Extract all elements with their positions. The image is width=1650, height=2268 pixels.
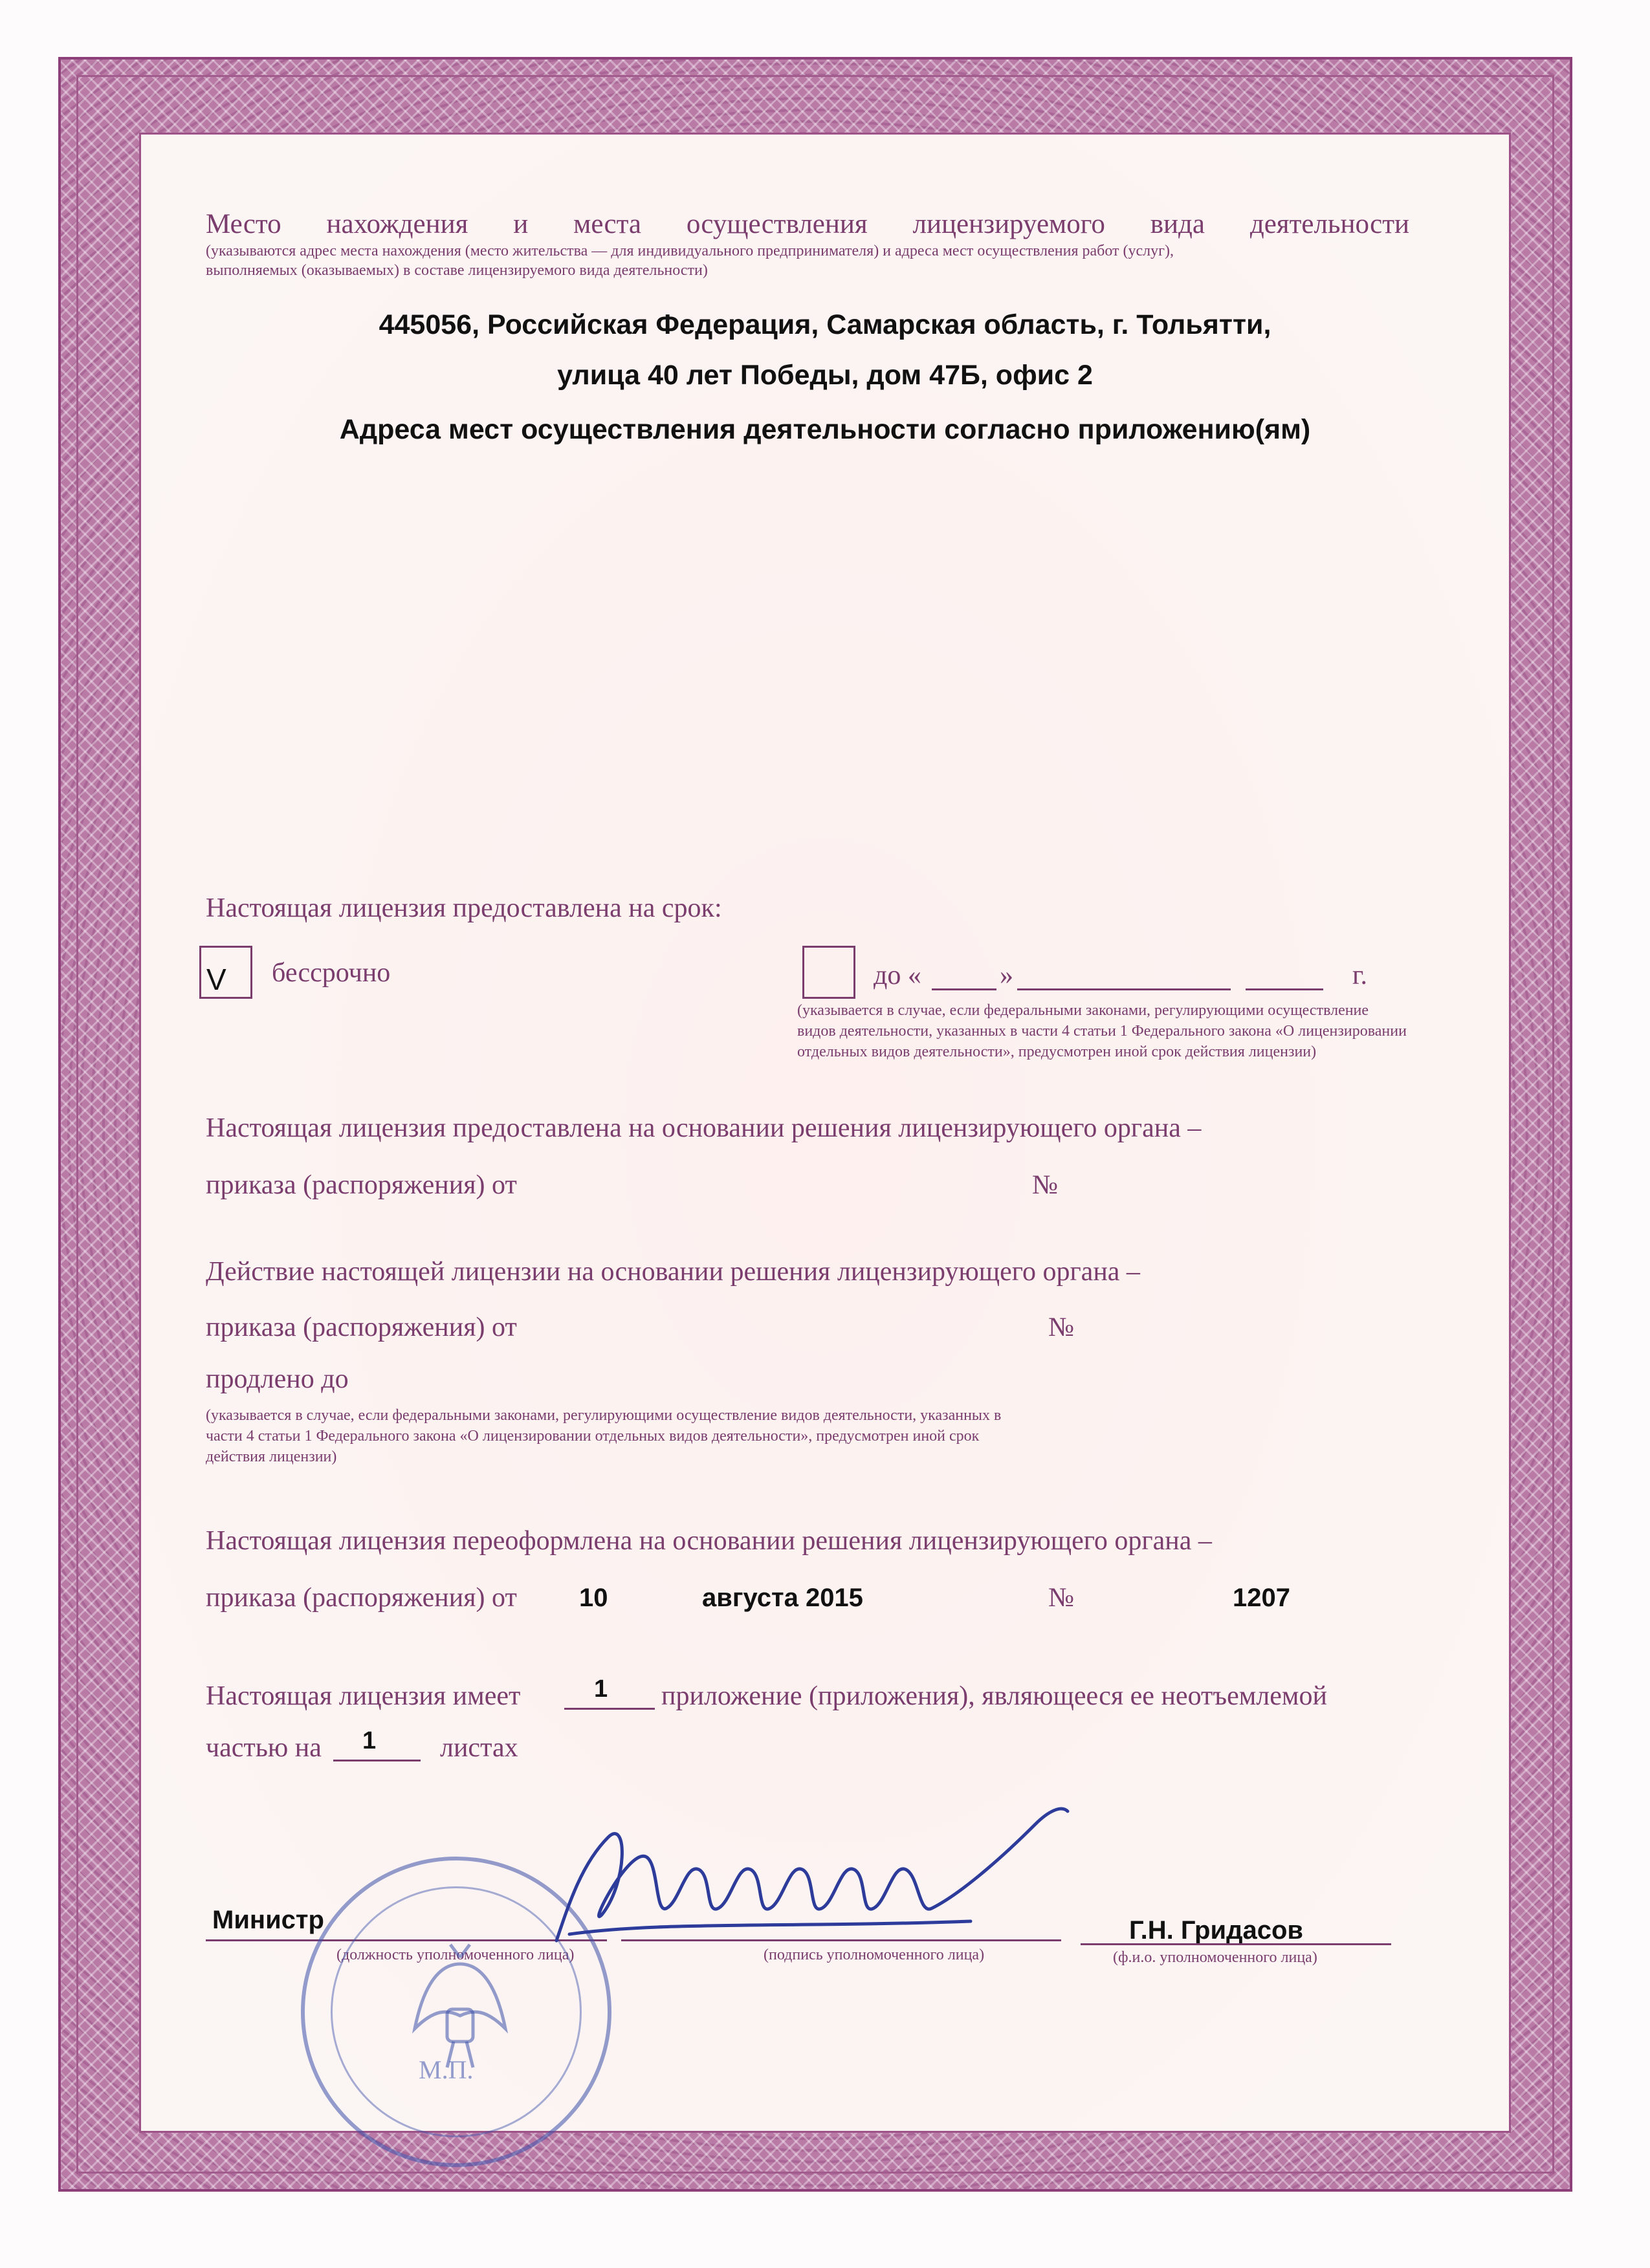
location-title: Место нахождения и места осуществления лицензируемого вида деятельности (206, 209, 1409, 239)
appendix-count-line (564, 1708, 655, 1710)
signature-scribble (531, 1785, 1113, 1954)
appendix-count: 1 (594, 1675, 608, 1703)
check-mark: V (206, 963, 226, 996)
position: Министр (212, 1906, 324, 1934)
until-suffix: г. (1352, 961, 1367, 990)
name-caption: (ф.и.о. уполномоченного лица) (1113, 1949, 1317, 1966)
position-caption: (должность уполномоченного лица) (336, 1946, 575, 1963)
reissue-order: приказа (распоряжения) от (206, 1583, 517, 1613)
extension-title: Действие настоящей лицензии на основании решения лицензирующего органа – (206, 1257, 1140, 1287)
until-prefix: до « (874, 961, 921, 990)
basis-order: приказа (распоряжения) от (206, 1170, 517, 1200)
until-note: (указывается в случае, если федеральными законами, регулирующими осуществление видов деятельности, указанных в части 4 статьи 1 Федерального закона «О лицензировании отдельных видов деятельности», предусмотрен иной срок действия лицензии) (797, 1002, 1407, 1060)
basis-title: Настоящая лицензия предоставлена на основании решения лицензирующего органа – (206, 1113, 1202, 1143)
until-day-line (932, 988, 996, 990)
until-checkbox (802, 946, 855, 999)
extension-note: (указывается в случае, если федеральными законами, регулирующими осуществление видов деятельности, указанных в части 4 статьи 1 Федерального закона «О лицензировании отдельных видов деятельности», предусмотрен иной срок действия лицензии) (206, 1407, 1002, 1465)
reissue-number-sign: № (1048, 1583, 1075, 1613)
address-line3: Адреса мест осуществления деятельности согласно приложению(ям) (339, 414, 1311, 445)
address-line2: улица 40 лет Победы, дом 47Б, офис 2 (557, 360, 1093, 391)
perpetual-label: бессрочно (272, 958, 391, 988)
extension-number-sign: № (1048, 1313, 1075, 1342)
reissue-number: 1207 (1233, 1584, 1290, 1612)
appendix-line1-prefix: Настоящая лицензия имеет (206, 1681, 521, 1711)
official-name: Г.Н. Гридасов (1129, 1916, 1303, 1945)
appendix-line2-prefix: частью на (206, 1733, 322, 1763)
until-month-line (1017, 988, 1231, 990)
signature-caption: (подпись уполномоченного лица) (764, 1946, 985, 1963)
until-mid: » (1000, 961, 1013, 990)
reissue-title: Настоящая лицензия переоформлена на основании решения лицензирующего органа – (206, 1526, 1212, 1556)
until-year-line (1246, 988, 1323, 990)
address-line1: 445056, Российская Федерация, Самарская область, г. Тольятти, (379, 309, 1271, 340)
extension-order: приказа (распоряжения) от (206, 1313, 517, 1342)
appendix-sheets-line (333, 1760, 421, 1761)
appendix-line1-suffix: приложение (приложения), являющееся ее неотъемлемой (661, 1681, 1327, 1711)
appendix-sheets: 1 (362, 1727, 377, 1754)
location-note-line1: (указываются адрес места нахождения (место жительства — для индивидуального предпринимателя) и адреса мест осуществления работ (услуг), (206, 243, 1174, 259)
extended-until: продлено до (206, 1364, 349, 1394)
appendix-line2-suffix: листах (440, 1733, 518, 1763)
stamp-mark: М.П. (419, 2055, 474, 2084)
perpetual-checkbox (199, 946, 252, 999)
reissue-month-year: августа 2015 (702, 1584, 863, 1612)
term-title: Настоящая лицензия предоставлена на срок: (206, 893, 722, 923)
location-note-line2: выполняемых (оказываемых) в составе лицензируемого вида деятельности) (206, 262, 708, 279)
basis-number-sign: № (1032, 1170, 1059, 1200)
name-line (1081, 1943, 1391, 1945)
reissue-day: 10 (579, 1584, 608, 1612)
